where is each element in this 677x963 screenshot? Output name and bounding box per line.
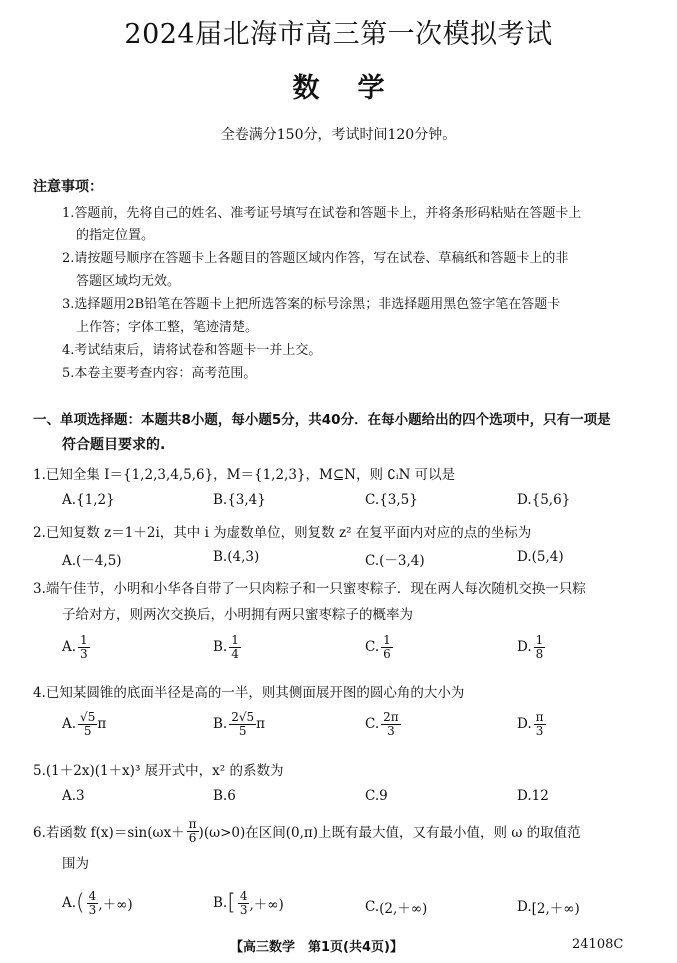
fraction (381, 634, 393, 660)
q2-option-c: C.(－3,4) (365, 553, 425, 569)
frac-denominator: 3 (239, 902, 248, 917)
option-label: A. (62, 716, 77, 733)
q3-option-c (365, 634, 393, 660)
q1-option-a: A.{1,2} (62, 492, 115, 508)
question-6-stem-cont: 围为 (62, 856, 89, 872)
frac-numerator: 1 (231, 633, 239, 647)
q1-option-c: C.{3,5} (365, 492, 418, 508)
q3-option-a (62, 634, 90, 660)
option-label: D. (517, 899, 532, 915)
q6-option-b (213, 890, 284, 916)
option-label: D. (517, 639, 532, 656)
interval-tail: ,＋∞) (249, 897, 284, 914)
frac-denominator: 6 (383, 646, 391, 661)
option-label: C. (365, 639, 380, 656)
q1-option-b: B.{3,4} (213, 492, 266, 508)
frac-numerator: √5 (80, 710, 96, 724)
frac-denominator: 3 (387, 723, 395, 738)
frac-numerator: 1 (80, 633, 88, 647)
interval: (2,＋∞) (379, 901, 428, 917)
frac-numerator: 4 (239, 889, 248, 903)
frac-numerator: π (188, 817, 197, 831)
fraction (229, 634, 241, 660)
frac-numerator: 2√5 (231, 710, 255, 724)
q3-option-d (517, 634, 545, 660)
notice-line: 4.考试结束后，请将试卷和答题卡一并上交。 (62, 343, 322, 358)
interval: [2,＋∞) (531, 901, 580, 917)
notice-line: 的指定位置。 (76, 228, 155, 243)
q2-option-a: A.(－4,5) (62, 553, 122, 569)
fraction (87, 890, 99, 916)
exam-title: 2024届北海市高三第一次模拟考试 (124, 19, 553, 50)
frac-numerator: 1 (535, 633, 544, 647)
notice-heading: 注意事项： (33, 179, 103, 195)
open-bracket: ( (76, 890, 85, 916)
option-label: C. (365, 716, 380, 733)
exam-meta: 全卷满分150分，考试时间120分钟。 (220, 127, 457, 143)
stem-part: 6.若函数 f(x)＝sin(ωx＋ (33, 825, 185, 842)
option-label: B. (213, 639, 228, 656)
q5-option-b: B.6 (213, 788, 236, 804)
fraction (187, 818, 199, 844)
option-label: B. (213, 895, 228, 912)
frac-denominator: 5 (83, 723, 92, 738)
open-bracket: [ (227, 890, 236, 916)
q6-option-a (62, 890, 133, 916)
frac-denominator: 3 (88, 902, 97, 917)
question-1-stem: 1.已知全集 I＝{1,2,3,4,5,6}，M＝{1,2,3}，M⊆N，则 ∁ᵢN 可以是 (33, 467, 456, 483)
frac-numerator: π (535, 710, 544, 724)
frac-denominator: 3 (535, 723, 544, 738)
q5-option-c: C.9 (365, 788, 388, 804)
q1-option-d: D.{5,6} (517, 492, 571, 508)
question-4-stem: 4.已知某圆锥的底面半径是高的一半，则其侧面展开图的圆心角的大小为 (33, 685, 465, 701)
question-3-stem-cont: 子给对方，则两次交换后，小明拥有两只蜜枣粽子的概率为 (62, 607, 413, 623)
option-label: A. (62, 639, 77, 656)
option-label: D. (517, 716, 532, 733)
notice-line: 5.本卷主要考查内容：高考范围。 (62, 366, 257, 381)
fraction (238, 890, 250, 916)
page-footer: 【高三数学 第1页(共4页)】 (230, 940, 403, 955)
frac-numerator: 1 (383, 633, 391, 647)
q2-option-b: B.(4,3) (213, 549, 260, 565)
frac-denominator: 5 (238, 723, 247, 738)
option-label: A. (62, 895, 77, 912)
q4-option-d (517, 711, 546, 737)
section-heading-cont: 符合题目要求的. (62, 437, 166, 453)
fraction (381, 711, 401, 737)
q5-option-d: D.12 (517, 788, 549, 804)
notice-line: 答题区域均无效。 (76, 274, 181, 289)
notice-line: 1.答题前，先将自己的姓名、准考证号填写在试卷和答题卡上，并将条形码粘贴在答题卡上 (62, 206, 582, 221)
paper-code: 24108C (572, 937, 624, 952)
frac-denominator: 3 (80, 646, 88, 661)
fraction (534, 711, 546, 737)
q2-option-d: D.(5,4) (517, 549, 564, 565)
fraction (78, 634, 90, 660)
frac-denominator: 6 (188, 830, 197, 845)
option-label: B. (213, 716, 228, 733)
section-heading: 一、单项选择题：本题共8小题，每小题5分，共40分．在每小题给出的四个选项中，只有一项是 (33, 412, 611, 428)
q3-option-b (213, 634, 241, 660)
notice-line: 上作答；字体工整，笔迹清楚。 (76, 320, 259, 335)
q4-option-b (213, 711, 265, 737)
question-6-stem (33, 818, 581, 844)
frac-numerator: 4 (88, 889, 97, 903)
q4-option-c (365, 711, 401, 737)
q6-option-d (517, 897, 580, 917)
fraction (534, 634, 546, 660)
question-5-stem: 5.(1＋2x)(1＋x)³ 展开式中，x² 的系数为 (33, 763, 284, 779)
pi-factor: π (256, 716, 266, 733)
notice-line: 2.请按题号顺序在答题卡上各题目的答题区域内作答，写在试卷、草稿纸和答题卡上的非 (62, 251, 569, 266)
q4-option-a (62, 711, 106, 737)
frac-numerator: 2π (383, 710, 399, 724)
fraction (78, 711, 97, 737)
frac-denominator: 4 (231, 646, 239, 661)
question-2-stem: 2.已知复数 z＝1＋2i，其中 i 为虚数单位，则复数 z² 在复平面内对应的点的坐标为 (33, 525, 532, 541)
notice-line: 3.选择题用2B铅笔在答题卡上把所选答案的标号涂黑；非选择题用黑色签字笔在答题卡 (62, 297, 561, 312)
q5-option-a: A.3 (62, 788, 85, 804)
option-label: C. (365, 899, 380, 915)
q6-option-c (365, 897, 427, 917)
stem-part: )(ω>0)在区间(0,π)上既有最大值，又有最小值，则 ω 的取值范 (198, 825, 581, 842)
fraction (229, 711, 256, 737)
subject-title: 数学 (292, 73, 423, 104)
pi-factor: π (97, 716, 107, 733)
interval-tail: ,＋∞) (98, 897, 133, 914)
question-3-stem: 3.端午佳节，小明和小华各自带了一只肉粽子和一只蜜枣粽子．现在两人每次随机交换一只粽 (33, 581, 586, 597)
frac-denominator: 8 (535, 646, 544, 661)
